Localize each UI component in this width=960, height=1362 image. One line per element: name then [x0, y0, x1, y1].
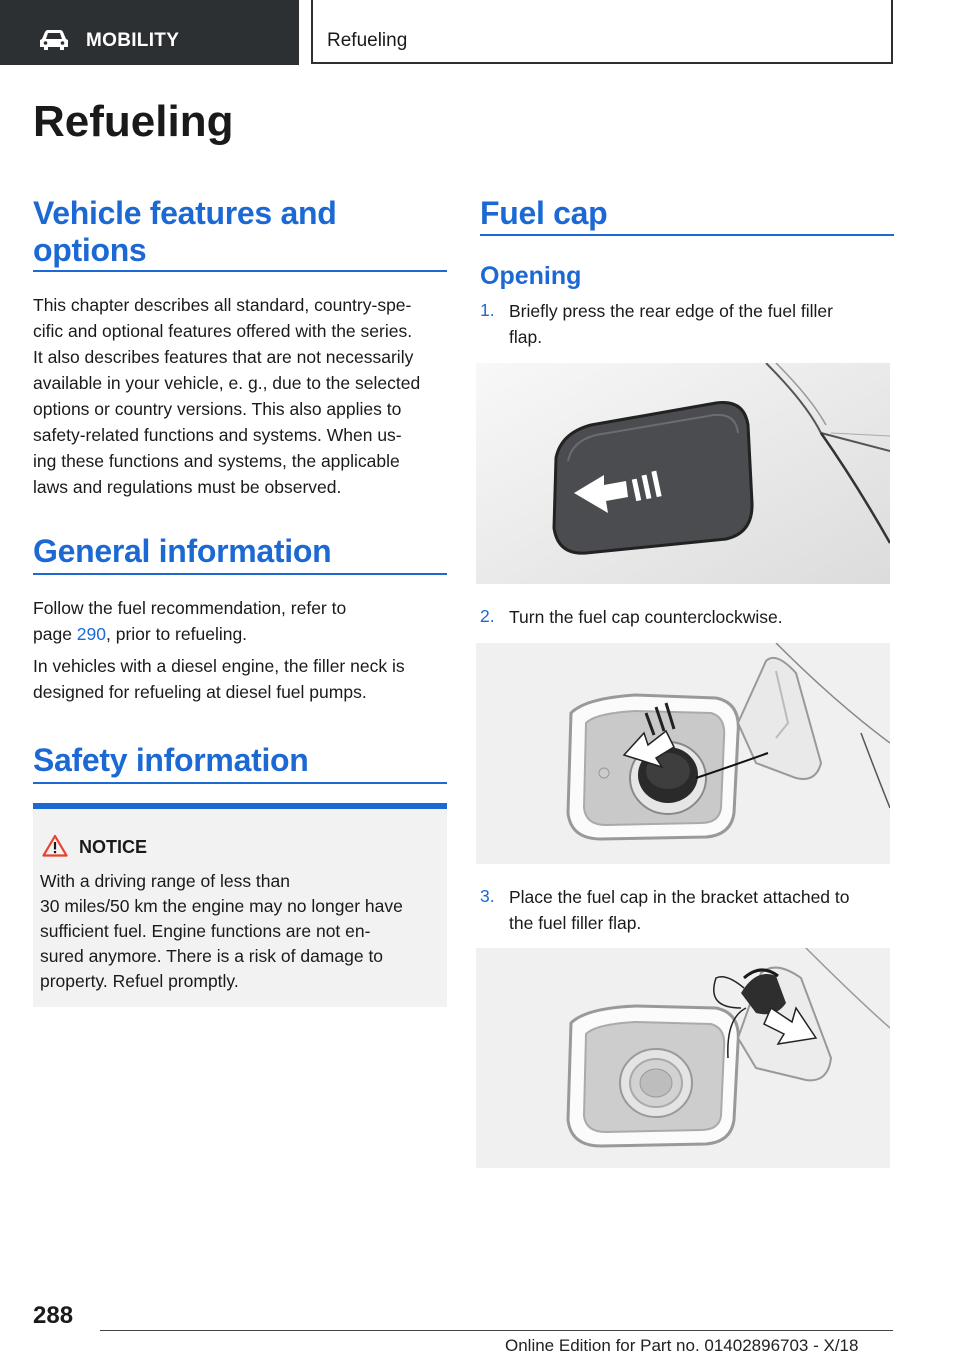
section-rule — [33, 270, 447, 272]
vehicle-features-heading: Vehicle features and options — [33, 195, 337, 268]
notice-box — [33, 803, 447, 1007]
warning-icon — [42, 834, 68, 857]
diesel-paragraph: In vehicles with a diesel engine, the filler neck is designed for refueling at diesel fuel pumps. — [33, 656, 405, 702]
section-rule — [480, 234, 894, 236]
car-icon — [38, 29, 70, 51]
fuel-cap-bracket-image — [476, 948, 890, 1168]
step-text: Place the fuel cap in the bracket attached to the fuel filler flap. — [509, 887, 850, 933]
edition-info: Online Edition for Part no. 01402896703 - X/18 — [505, 1336, 859, 1355]
opening-subheading: Opening — [480, 262, 582, 290]
chapter-label: Refueling — [327, 30, 408, 51]
page-reference-link[interactable]: 290 — [76, 624, 106, 644]
section-label: MOBILITY — [86, 30, 180, 51]
notice-body: With a driving range of less than 30 miles/50 km the engine may no longer have sufficient fuel. Engine functions are not en- sured anymore. There is a risk of damage to property. Refuel promptly. — [40, 871, 403, 991]
general-information-paragraph: Follow the fuel recommendation, refer to page 290, prior to refueling. — [33, 598, 347, 644]
step-text: Briefly press the rear edge of the fuel filler flap. — [509, 301, 833, 347]
general-information-heading: General information — [33, 533, 332, 569]
footer-rule — [100, 1330, 893, 1331]
notice-title: NOTICE — [79, 837, 148, 857]
safety-information-heading: Safety information — [33, 742, 309, 778]
fuel-cap-heading: Fuel cap — [480, 195, 608, 231]
section-rule — [33, 782, 447, 784]
section-rule — [33, 573, 447, 575]
step-number: 2. — [480, 606, 495, 626]
turn-fuel-cap-image — [476, 643, 890, 864]
page-number: 288 — [33, 1302, 74, 1329]
vehicle-features-paragraph: This chapter describes all standard, country-spe- cific and optional features offered with the series. It also describes features that are not necessarily available in your vehicle, e. g., due to the selected options or country versions. This also applies to safety-related functions and systems. When us- ing these functions and systems, the applicable laws and regulations must be observed. — [33, 295, 421, 497]
section-tab[interactable] — [0, 0, 299, 65]
step-number: 3. — [480, 886, 495, 906]
fuel-filler-flap-image — [476, 363, 890, 584]
chapter-header — [311, 0, 893, 64]
step-text: Turn the fuel cap counterclockwise. — [509, 607, 783, 627]
page-title: Refueling — [33, 97, 234, 146]
step-number: 1. — [480, 300, 495, 320]
